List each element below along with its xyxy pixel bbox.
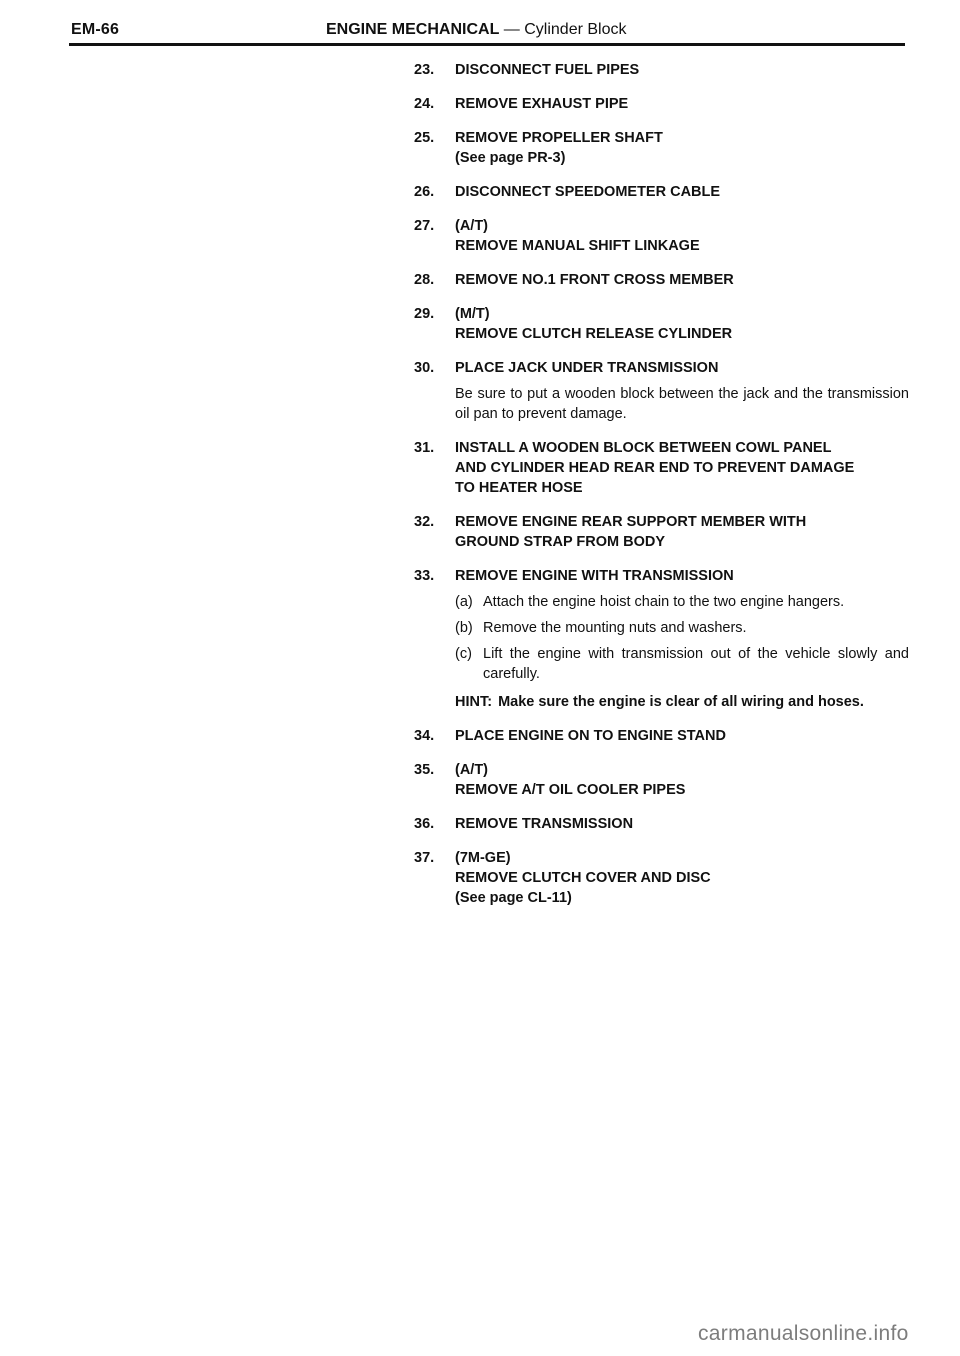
step-number: 30. xyxy=(414,360,435,376)
step-number: 36. xyxy=(414,816,435,832)
step-27 xyxy=(414,216,909,256)
subsection-name: Cylinder Block xyxy=(524,21,627,38)
step-23 xyxy=(414,60,909,80)
step-32 xyxy=(414,512,909,552)
step-number: 26. xyxy=(414,184,435,200)
sub-step-b xyxy=(455,618,909,638)
step-number: 28. xyxy=(414,272,435,288)
step-title: REMOVE PROPELLER SHAFT (See page PR-3) xyxy=(455,130,663,166)
step-title: REMOVE EXHAUST PIPE xyxy=(455,96,629,112)
step-33 xyxy=(414,566,909,712)
step-title: (A/T) REMOVE MANUAL SHIFT LINKAGE xyxy=(455,218,700,254)
step-title: PLACE ENGINE ON TO ENGINE STAND xyxy=(455,728,726,744)
sub-step-text: Attach the engine hoist chain to the two engine hangers. xyxy=(483,594,845,610)
section-name: ENGINE MECHANICAL xyxy=(326,21,500,38)
step-30 xyxy=(414,358,909,424)
procedure-steps xyxy=(414,60,909,922)
step-25 xyxy=(414,128,909,168)
step-title: (7M-GE) REMOVE CLUTCH COVER AND DISC (See page CL-11) xyxy=(455,850,711,906)
step-title: DISCONNECT FUEL PIPES xyxy=(455,62,640,78)
sub-step-c xyxy=(455,644,909,684)
step-title: REMOVE ENGINE WITH TRANSMISSION xyxy=(455,568,734,584)
step-title: INSTALL A WOODEN BLOCK BETWEEN COWL PANEL AND CYLINDER HEAD REAR END TO PREVENT DAMAGE TO HEATER HOSE xyxy=(455,440,855,496)
step-number: 37. xyxy=(414,850,435,866)
sub-step-a xyxy=(455,592,909,612)
sub-step-label: (b) xyxy=(455,620,473,636)
title-separator: — xyxy=(499,21,525,38)
hint-text xyxy=(455,692,909,712)
step-26 xyxy=(414,182,909,202)
watermark-text: carmanualsonline.info xyxy=(698,1322,909,1345)
step-29 xyxy=(414,304,909,344)
step-number: 23. xyxy=(414,62,435,78)
sub-step-text: Remove the mounting nuts and washers. xyxy=(483,620,747,636)
step-24 xyxy=(414,94,909,114)
sub-step-label: (c) xyxy=(455,646,472,662)
step-title: (A/T) REMOVE A/T OIL COOLER PIPES xyxy=(455,762,686,798)
hint-label: HINT: xyxy=(455,694,493,710)
step-title: REMOVE NO.1 FRONT CROSS MEMBER xyxy=(455,272,734,288)
step-number: 35. xyxy=(414,762,435,778)
step-number: 25. xyxy=(414,130,435,146)
step-title: PLACE JACK UNDER TRANSMISSION xyxy=(455,360,719,376)
step-title: REMOVE TRANSMISSION xyxy=(455,816,634,832)
step-35 xyxy=(414,760,909,800)
page-header xyxy=(0,0,960,50)
step-number: 27. xyxy=(414,218,435,234)
step-28 xyxy=(414,270,909,290)
page-number: EM-66 xyxy=(71,21,120,38)
step-title: REMOVE ENGINE REAR SUPPORT MEMBER WITH GROUND STRAP FROM BODY xyxy=(455,514,807,550)
section-title xyxy=(326,21,627,39)
step-number: 29. xyxy=(414,306,435,322)
step-31 xyxy=(414,438,909,498)
step-36 xyxy=(414,814,909,834)
hint-body: Make sure the engine is clear of all wiring and hoses. xyxy=(498,694,864,710)
header-rule xyxy=(69,43,905,46)
step-number: 31. xyxy=(414,440,435,456)
step-number: 34. xyxy=(414,728,435,744)
step-note: Be sure to put a wooden block between the jack and the transmission oil pan to prevent damage. xyxy=(455,386,909,422)
step-number: 24. xyxy=(414,96,435,112)
step-number: 33. xyxy=(414,568,435,584)
step-title: (M/T) REMOVE CLUTCH RELEASE CYLINDER xyxy=(455,306,733,342)
step-number: 32. xyxy=(414,514,435,530)
sub-step-label: (a) xyxy=(455,594,473,610)
step-title: DISCONNECT SPEEDOMETER CABLE xyxy=(455,184,721,200)
step-37 xyxy=(414,848,909,908)
sub-step-text: Lift the engine with transmission out of the vehicle slowly and carefully. xyxy=(483,646,909,682)
step-34 xyxy=(414,726,909,746)
